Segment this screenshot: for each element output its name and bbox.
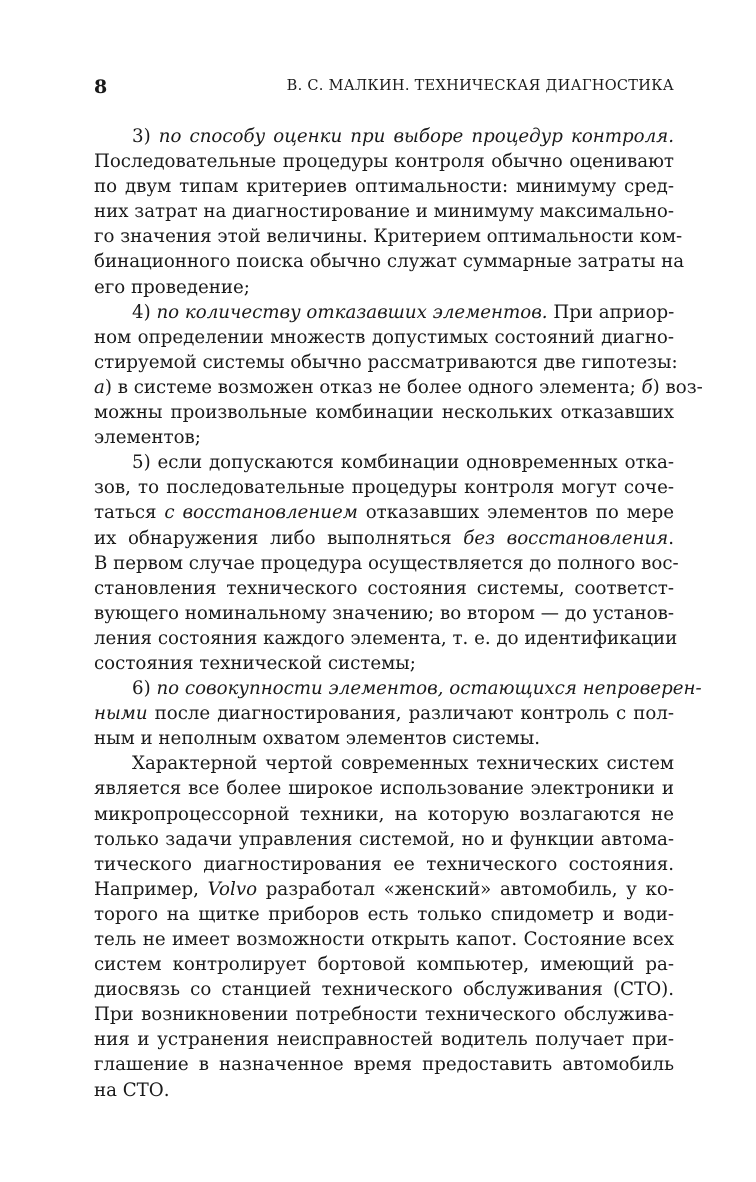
text-line [94,475,674,500]
text-run: микропроцессорной техники, на которую возлагаются не [94,803,674,825]
text-line [94,1052,674,1077]
italic-text: с восстановлением [164,502,358,524]
text-line [94,300,674,325]
text-line [94,124,674,149]
text-run: таться [94,502,165,524]
text-run: стируемой системы обычно рассматриваются две гипотезы: [94,351,678,373]
text-line [94,651,674,676]
text-run: элементов; [94,427,201,449]
text-line [94,500,674,525]
text-line [94,726,674,751]
text-line [94,751,674,776]
running-head: В. С. МАЛКИН. ТЕХНИЧЕСКАЯ ДИАГНОСТИКА [286,78,674,94]
text-run: ) воз- [652,376,703,398]
text-run: Например, [94,878,208,900]
text-run: . [668,527,674,549]
text-line [94,249,685,274]
text-run: отказавших элементов по мере [357,502,675,524]
text-line [94,375,703,400]
text-run: ) в системе возможен отказ не более одного элемента; [104,376,642,398]
text-run: ном определении множеств допустимых состояний диагно- [94,326,674,348]
text-line [94,827,674,852]
text-run: тель не имеет возможности открыть капот. Состояние всех [94,929,674,950]
text-run: на СТО. [94,1079,170,1101]
italic-text: Volvo [207,878,258,900]
text-run: 5) если допускаются комбинации одновременных отка- [132,452,674,474]
text-line [94,977,674,1002]
text-run: диосвязь со станцией технического обслуживания (СТО). [94,979,674,1001]
text-line [94,425,674,450]
text-run: разработал «женский» автомобиль, у ко- [257,878,674,900]
text-run: При возникновении потребности технического обслужива- [94,1004,674,1026]
text-run: 3) [132,126,159,147]
text-line [94,952,674,977]
page-number: 8 [94,76,108,98]
text-line [94,927,674,952]
text-line [94,601,674,626]
text-line [94,877,674,902]
text-run: 6) [132,678,157,700]
italic-text: а [94,376,105,398]
text-run: состояния технической системы; [94,652,416,674]
text-line [94,149,674,174]
text-run: тического диагностирования ее технического состояния. [94,853,674,875]
text-line [94,350,678,375]
text-run: становления технического состояния системы, соответст- [94,577,674,599]
text-run: его проведение; [94,276,250,298]
text-line [94,1078,674,1103]
italic-text: без восстановления [463,527,669,549]
text-run: глашение в назначенное время предоставить автомобиль [94,1054,674,1076]
text-line [94,1027,674,1052]
italic-text: ными [94,703,148,725]
text-run: торого на щитке приборов есть только спидометр и води- [94,903,674,925]
text-run: систем контролирует бортовой компьютер, имеющий ра- [94,954,674,976]
text-run: ния и устранения неисправностей водитель получает при- [94,1029,674,1051]
text-line [94,275,674,300]
text-run: В первом случае процедура осуществляется до полного вос- [94,552,679,574]
text-line [94,802,674,827]
text-run: Последовательные процедуры контроля обычно оценивают [94,151,674,173]
text-run: только задачи управления системой, но и функции автома- [94,828,674,850]
text-run: бинационного поиска обычно служат суммарные затраты на [94,251,685,273]
text-run: них затрат на диагностирование и минимуму максимально- [94,201,675,223]
text-run: ным и неполным охватом элементов системы. [94,728,540,750]
text-line [94,1002,674,1027]
text-run: можны произвольные комбинации нескольких отказавших [94,402,674,424]
text-line [94,576,674,601]
text-line [94,626,678,651]
text-run: При априор- [547,301,675,323]
italic-text: по совокупности элементов, остающихся непроверен- [156,678,702,700]
text-line [94,174,674,199]
text-line [94,701,674,726]
text-line [94,526,674,551]
text-line [94,676,702,701]
text-run: по двум типам критериев оптимальности: минимуму сред- [94,176,674,198]
text-line [94,400,674,425]
text-run: является все более широкое использование электроники и [94,778,674,800]
body-text [94,124,703,1103]
text-run: после диагностирования, различают контроль с пол- [147,703,674,725]
text-run: ления состояния каждого элемента, т. е. до идентификации [94,627,678,649]
text-line [94,902,674,927]
italic-text: б [641,376,653,398]
text-run: го значения этой величины. Критерием оптимальности ком- [94,226,683,248]
text-line [94,450,674,475]
text-run: вующего номинальному значению; во втором — до установ- [94,602,674,624]
italic-text: по количеству отказавших элементов. [156,301,548,323]
text-line [94,199,674,224]
text-run: их обнаружения либо выполняться [94,527,464,549]
text-line [94,852,674,877]
text-run: 4) [132,301,157,323]
italic-text: по способу оценки при выборе процедур контроля. [158,126,674,147]
page-header [94,76,674,100]
text-run: зов, то последовательные процедуры контроля могут соче- [94,477,674,499]
text-line [94,551,679,576]
text-line [94,224,683,249]
text-run: Характерной чертой современных технических систем [132,753,674,775]
text-line [94,776,674,801]
text-line [94,325,674,350]
